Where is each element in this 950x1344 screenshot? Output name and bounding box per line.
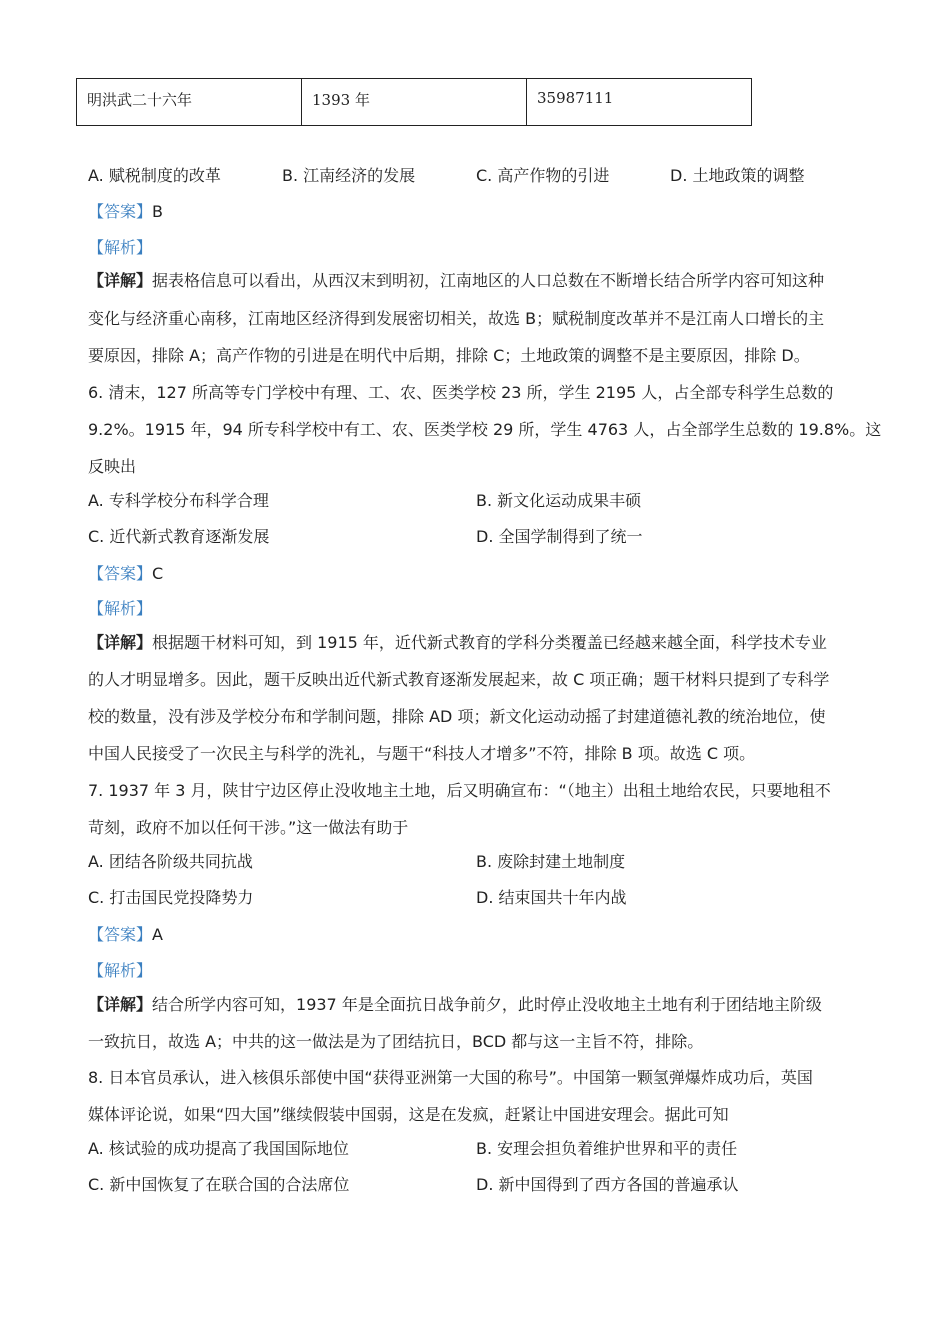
- q7-stem-line-1: 7. 1937 年 3 月，陕甘宁边区停止没收地主土地，后又明确宣布：“（地主）出租土地给农民，只要地租不: [88, 781, 831, 800]
- q5-answer: [88, 201, 163, 223]
- q6-option-c[interactable]: C. 近代新式教育逐渐发展: [88, 527, 270, 546]
- q7-stem-line-2: 苛刻，政府不加以任何干涉。”这一做法有助于: [88, 818, 409, 837]
- table-cell-era: 明洪武二十六年: [77, 79, 302, 126]
- q6-stem-line-3: 反映出: [88, 457, 137, 476]
- q8-option-c[interactable]: C. 新中国恢复了在联合国的合法席位: [88, 1175, 350, 1194]
- q8-stem-line-1: 8. 日本官员承认，进入核俱乐部使中国“获得亚洲第一大国的称号”。中国第一颗氢弹爆炸成功后，英国: [88, 1068, 813, 1087]
- table-row: [77, 79, 752, 126]
- detail-text: 据表格信息可以看出，从西汉末到明初，江南地区的人口总数在不断增长结合所学内容可知这种: [152, 271, 825, 290]
- q7-answer: [88, 924, 163, 946]
- q7-detail-line-2: 一致抗日，故选 A；中共的这一做法是为了团结抗日，BCD 都与这一主旨不符，排除。: [88, 1032, 704, 1051]
- detail-tag: 【详解】: [88, 633, 153, 652]
- q8-stem-line-2: 媒体评论说，如果“四大国”继续假装中国弱，这是在发疯，赶紧让中国进安理会。据此可知: [88, 1105, 729, 1124]
- answer-value: A: [152, 925, 163, 944]
- q6-analysis-tag: 【解析】: [88, 599, 153, 618]
- q5-option-a[interactable]: A. 赋税制度的改革: [88, 166, 221, 185]
- q6-detail-line-4: 中国人民接受了一次民主与科学的洗礼，与题干“科技人才增多”不符，排除 B 项。故选 C 项。: [88, 744, 756, 763]
- q7-option-d[interactable]: D. 结束国共十年内战: [476, 888, 627, 907]
- q8-option-b[interactable]: B. 安理会担负着维护世界和平的责任: [476, 1139, 738, 1158]
- q5-detail-line-1: [88, 270, 824, 292]
- q6-detail-line-1: [88, 632, 827, 654]
- q6-option-b[interactable]: B. 新文化运动成果丰硕: [476, 491, 642, 510]
- q6-stem-line-1: 6. 清末，127 所高等专门学校中有理、工、农、医类学校 23 所，学生 2195 人，占全部专科学生总数的: [88, 383, 834, 402]
- answer-value: B: [152, 202, 163, 221]
- q7-detail-line-1: [88, 994, 822, 1016]
- answer-tag: 【答案】: [88, 202, 153, 221]
- q7-option-c[interactable]: C. 打击国民党投降势力: [88, 888, 254, 907]
- q6-option-d[interactable]: D. 全国学制得到了统一: [476, 527, 643, 546]
- q8-option-a[interactable]: A. 核试验的成功提高了我国国际地位: [88, 1139, 349, 1158]
- q8-option-d[interactable]: D. 新中国得到了西方各国的普遍承认: [476, 1175, 739, 1194]
- answer-tag: 【答案】: [88, 925, 153, 944]
- q7-option-b[interactable]: B. 废除封建土地制度: [476, 852, 626, 871]
- q5-option-c[interactable]: C. 高产作物的引进: [476, 166, 610, 185]
- q5-detail-line-3: 要原因，排除 A；高产作物的引进是在明代中后期，排除 C；土地政策的调整不是主要原因，排除 D。: [88, 346, 810, 365]
- answer-value: C: [152, 564, 164, 583]
- q5-option-b[interactable]: B. 江南经济的发展: [282, 166, 416, 185]
- q7-option-a[interactable]: A. 团结各阶级共同抗战: [88, 852, 253, 871]
- detail-tag: 【详解】: [88, 271, 153, 290]
- q6-stem-line-2: 9.2%。1915 年，94 所专科学校中有工、农、医类学校 29 所，学生 4763 人，占全部学生总数的 19.8%。这: [88, 420, 882, 439]
- population-table: [76, 78, 752, 126]
- table-cell-year: 1393 年: [302, 79, 527, 126]
- q6-detail-line-2: 的人才明显增多。因此，题干反映出近代新式教育逐渐发展起来，故 C 项正确；题干材料只提到了专科学: [88, 670, 830, 689]
- q7-analysis-tag: 【解析】: [88, 961, 153, 980]
- q6-option-a[interactable]: A. 专科学校分布科学合理: [88, 491, 269, 510]
- detail-tag: 【详解】: [88, 995, 153, 1014]
- q5-analysis-tag: 【解析】: [88, 238, 153, 257]
- answer-tag: 【答案】: [88, 564, 153, 583]
- q6-answer: [88, 563, 163, 585]
- q5-detail-line-2: 变化与经济重心南移，江南地区经济得到发展密切相关，故选 B；赋税制度改革并不是江南人口增长的主: [88, 309, 825, 328]
- q5-option-d[interactable]: D. 土地政策的调整: [670, 166, 805, 185]
- table-cell-population: 35987111: [527, 79, 752, 126]
- detail-text: 根据题干材料可知，到 1915 年，近代新式教育的学科分类覆盖已经越来越全面，科学技术专业: [152, 633, 827, 652]
- q6-detail-line-3: 校的数量，没有涉及学校分布和学制问题，排除 AD 项；新文化运动动摇了封建道德礼教的统治地位，使: [88, 707, 826, 726]
- detail-text: 结合所学内容可知，1937 年是全面抗日战争前夕，此时停止没收地主土地有利于团结地主阶级: [152, 995, 822, 1014]
